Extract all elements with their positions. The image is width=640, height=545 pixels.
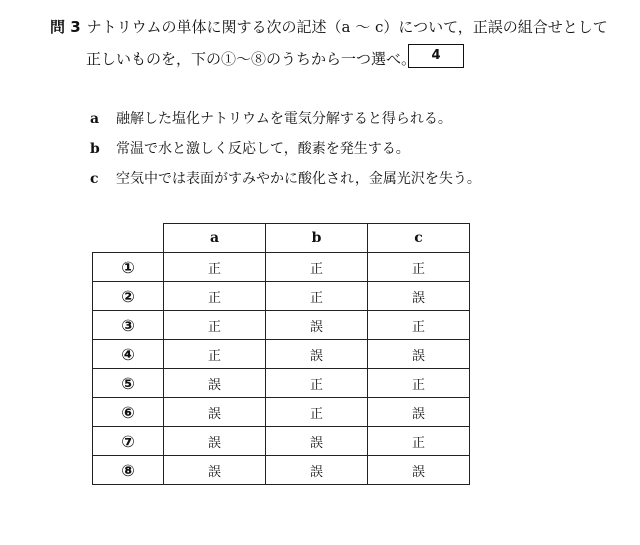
statement-text: 融解した塩化ナトリウムを電気分解すると得られる。 [116,111,452,127]
answer-box: 4 [408,44,464,68]
statement-text: 常温で水と激しく反応して，酸素を発生する。 [116,141,410,157]
row-number: ② [93,282,164,311]
cell-a: 正 [164,311,266,340]
cell-b: 誤 [266,427,368,456]
table-corner [93,224,164,253]
table-row [93,340,470,369]
cell-b: 誤 [266,311,368,340]
statement-label: c [90,171,99,187]
table-row [93,311,470,340]
table-row [93,427,470,456]
answer-table [92,223,470,485]
cell-a: 誤 [164,369,266,398]
header-a: a [164,224,266,253]
row-number: ⑤ [93,369,164,398]
table-row [93,456,470,485]
question-text-1: ナトリウムの単体に関する次の記述（a ～ c）について，正誤の組合せとして [86,18,608,36]
cell-c: 誤 [368,282,470,311]
question-text-2: 正しいものを，下の①～⑧のうちから一つ選べ。 [86,50,417,68]
statement-label: a [90,111,100,127]
cell-c: 誤 [368,398,470,427]
header-b: b [266,224,368,253]
row-number: ⑦ [93,427,164,456]
statement-label: b [90,141,100,157]
row-number: ① [93,253,164,282]
cell-c: 正 [368,311,470,340]
row-number: ③ [93,311,164,340]
question-line-1 [50,16,608,37]
cell-b: 正 [266,282,368,311]
cell-a: 誤 [164,456,266,485]
question-line-2 [86,48,416,69]
question-number: 問 3 [50,18,81,36]
cell-c: 誤 [368,340,470,369]
cell-a: 誤 [164,427,266,456]
cell-b: 誤 [266,340,368,369]
cell-b: 正 [266,253,368,282]
statement-c [90,168,481,188]
cell-b: 誤 [266,456,368,485]
row-number: ⑥ [93,398,164,427]
table-row [93,253,470,282]
statement-a [90,108,452,128]
cell-a: 正 [164,340,266,369]
cell-c: 正 [368,427,470,456]
table-row [93,369,470,398]
cell-b: 正 [266,369,368,398]
cell-b: 正 [266,398,368,427]
cell-a: 正 [164,282,266,311]
cell-c: 正 [368,253,470,282]
statement-text: 空気中では表面がすみやかに酸化され，金属光沢を失う。 [116,171,481,187]
table-header-row [93,224,470,253]
cell-c: 誤 [368,456,470,485]
row-number: ⑧ [93,456,164,485]
cell-c: 正 [368,369,470,398]
table-row [93,282,470,311]
cell-a: 誤 [164,398,266,427]
cell-a: 正 [164,253,266,282]
statement-b [90,138,410,158]
table-row [93,398,470,427]
header-c: c [368,224,470,253]
row-number: ④ [93,340,164,369]
